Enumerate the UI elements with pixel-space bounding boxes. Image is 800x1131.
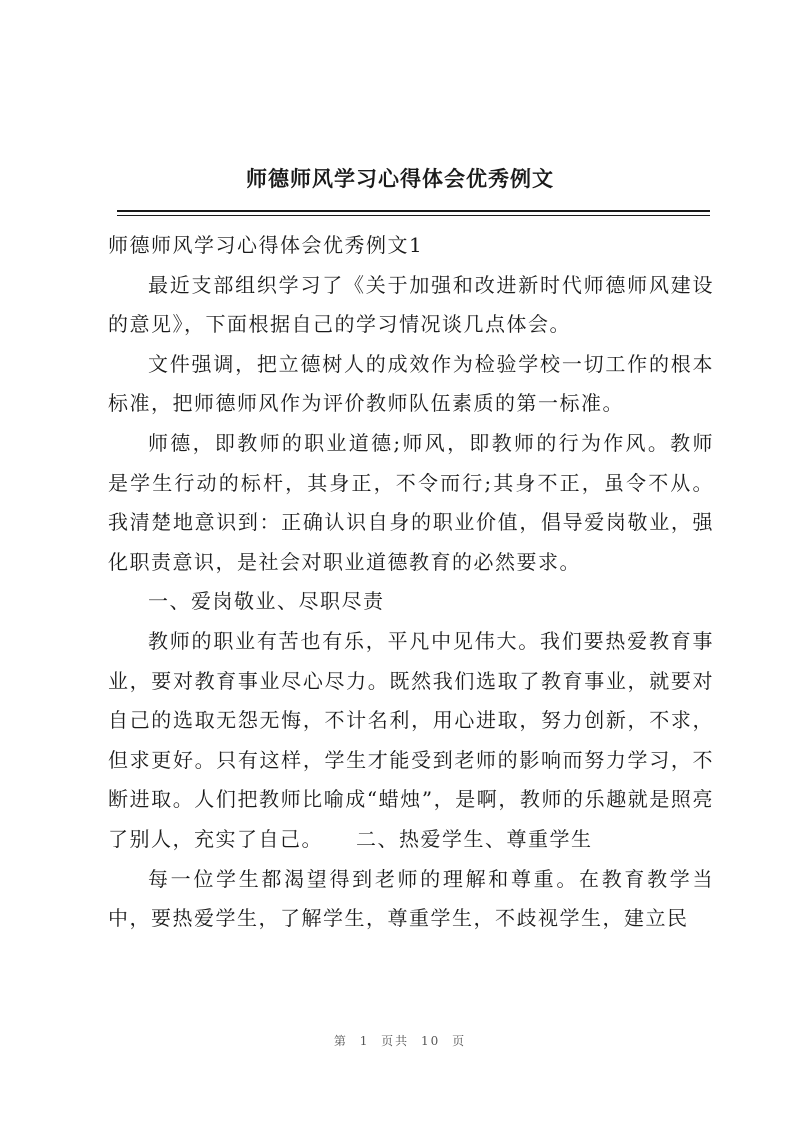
paragraph: 师德，即教师的职业道德;师风，即教师的行为作风。教师是学生行动的标杆，其身正，不令而行;其身不正，虽令不从。我清楚地意识到：正确认识自身的职业价值，倡导爱岗敬业，强化职责意识，是社会对职业道德教育的必然要求。 <box>108 430 714 574</box>
paragraph: 文件强调，把立德树人的成效作为检验学校一切工作的根本标准，把师德师风作为评价教师队伍素质的第一标准。 <box>108 351 714 416</box>
document-body <box>108 226 714 939</box>
section-heading: 一、爱岗敬业、尽职尽责 <box>148 589 385 614</box>
page-footer: 第 1 页共 10 页 <box>333 1034 467 1048</box>
title-divider-thin <box>117 215 710 216</box>
paragraph: 最近支部组织学习了《关于加强和改进新时代师德师风建设的意见》，下面根据自己的学习情况谈几点体会。 <box>108 272 714 337</box>
document-title: 师德师风学习心得体会优秀例文 <box>246 166 554 191</box>
paragraph: 教师的职业有苦也有乐，平凡中见伟大。我们要热爱教育事业，要对教育事业尽心尽力。既然我们选取了教育事业，就要对自己的选取无怨无悔，不计名利，用心进取，努力创新，不求，但求更好。只有这样，学生才能受到老师的影响而努力学习，不断进取。人们把教师比喻成“蜡烛”，是啊，教师的乐趣就是照亮了别人，充实了自己。 二、热爱学生、尊重学生 <box>108 628 714 851</box>
document-subtitle: 师德师风学习心得体会优秀例文1 <box>108 233 424 257</box>
title-divider <box>117 210 710 212</box>
paragraph: 每一位学生都渴望得到老师的理解和尊重。在教育教学当中，要热爱学生，了解学生，尊重学生，不歧视学生，建立民 <box>108 866 714 931</box>
